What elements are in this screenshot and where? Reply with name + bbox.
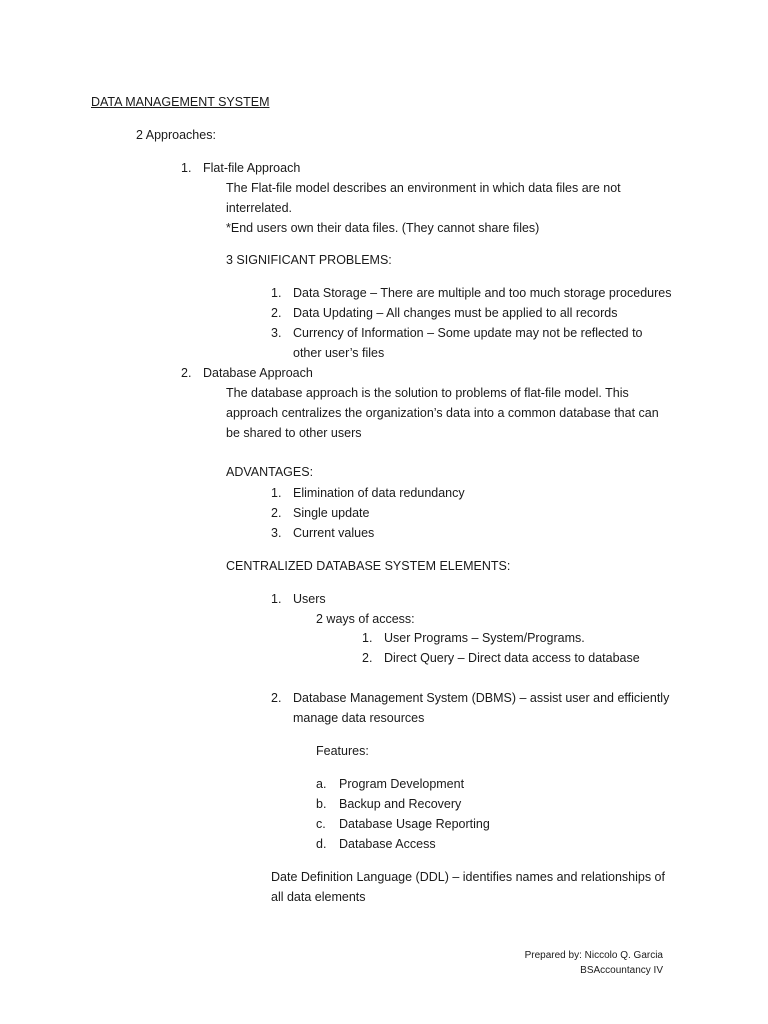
advantage-number: 3. <box>271 526 282 540</box>
feature-item: Program Development <box>339 777 465 791</box>
dbms-text-1: Database Management System (DBMS) – assist user and efficiently <box>293 691 670 705</box>
database-number: 2. <box>181 366 192 380</box>
footer-prepared-by: Prepared by: Niccolo Q. Garcia <box>524 950 663 961</box>
users-label: Users <box>293 592 326 606</box>
access-number: 2. <box>362 651 373 665</box>
advantage-item: Single update <box>293 506 370 520</box>
flat-file-number: 1. <box>181 161 192 175</box>
flat-file-description-1: The Flat-file model describes an environment in which data files are not <box>226 181 621 195</box>
problem-item: Data Storage – There are multiple and too much storage procedures <box>293 286 672 300</box>
problem-item-continued: other user’s files <box>293 346 385 360</box>
flat-file-heading: Flat-file Approach <box>203 161 301 175</box>
access-number: 1. <box>362 631 373 645</box>
feature-item: Backup and Recovery <box>339 797 462 811</box>
feature-letter: d. <box>316 837 327 851</box>
ddl-text-2: all data elements <box>271 890 366 904</box>
database-description-3: be shared to other users <box>226 426 362 440</box>
feature-item: Database Access <box>339 837 436 851</box>
problem-item: Data Updating – All changes must be applied to all records <box>293 306 618 320</box>
flat-file-description-2: interrelated. <box>226 201 293 215</box>
advantage-item: Elimination of data redundancy <box>293 486 465 500</box>
footer-course: BSAccountancy IV <box>580 965 663 976</box>
document-title: DATA MANAGEMENT SYSTEM <box>91 95 270 109</box>
database-description-1: The database approach is the solution to problems of flat-file model. This <box>226 386 629 400</box>
feature-letter: a. <box>316 777 327 791</box>
flat-file-note: *End users own their data files. (They cannot share files) <box>226 221 540 235</box>
problem-number: 2. <box>271 306 282 320</box>
approaches-heading: 2 Approaches: <box>136 128 216 142</box>
access-item: Direct Query – Direct data access to database <box>384 651 640 665</box>
problem-number: 1. <box>271 286 282 300</box>
users-number: 1. <box>271 592 282 606</box>
advantage-number: 1. <box>271 486 282 500</box>
database-heading: Database Approach <box>203 366 313 380</box>
problem-item: Currency of Information – Some update may not be reflected to <box>293 326 643 340</box>
problem-number: 3. <box>271 326 282 340</box>
access-item: User Programs – System/Programs. <box>384 631 585 645</box>
dbms-number: 2. <box>271 691 282 705</box>
ddl-text-1: Date Definition Language (DDL) – identifies names and relationships of <box>271 870 665 884</box>
advantage-item: Current values <box>293 526 375 540</box>
feature-letter: b. <box>316 797 327 811</box>
dbms-text-2: manage data resources <box>293 711 425 725</box>
feature-item: Database Usage Reporting <box>339 817 490 831</box>
advantages-heading: ADVANTAGES: <box>226 465 314 479</box>
database-description-2: approach centralizes the organization’s data into a common database that can <box>226 406 659 420</box>
feature-letter: c. <box>316 817 326 831</box>
elements-heading: CENTRALIZED DATABASE SYSTEM ELEMENTS: <box>226 559 511 573</box>
features-heading: Features: <box>316 744 369 758</box>
access-heading: 2 ways of access: <box>316 612 415 626</box>
advantage-number: 2. <box>271 506 282 520</box>
problems-heading: 3 SIGNIFICANT PROBLEMS: <box>226 253 392 267</box>
